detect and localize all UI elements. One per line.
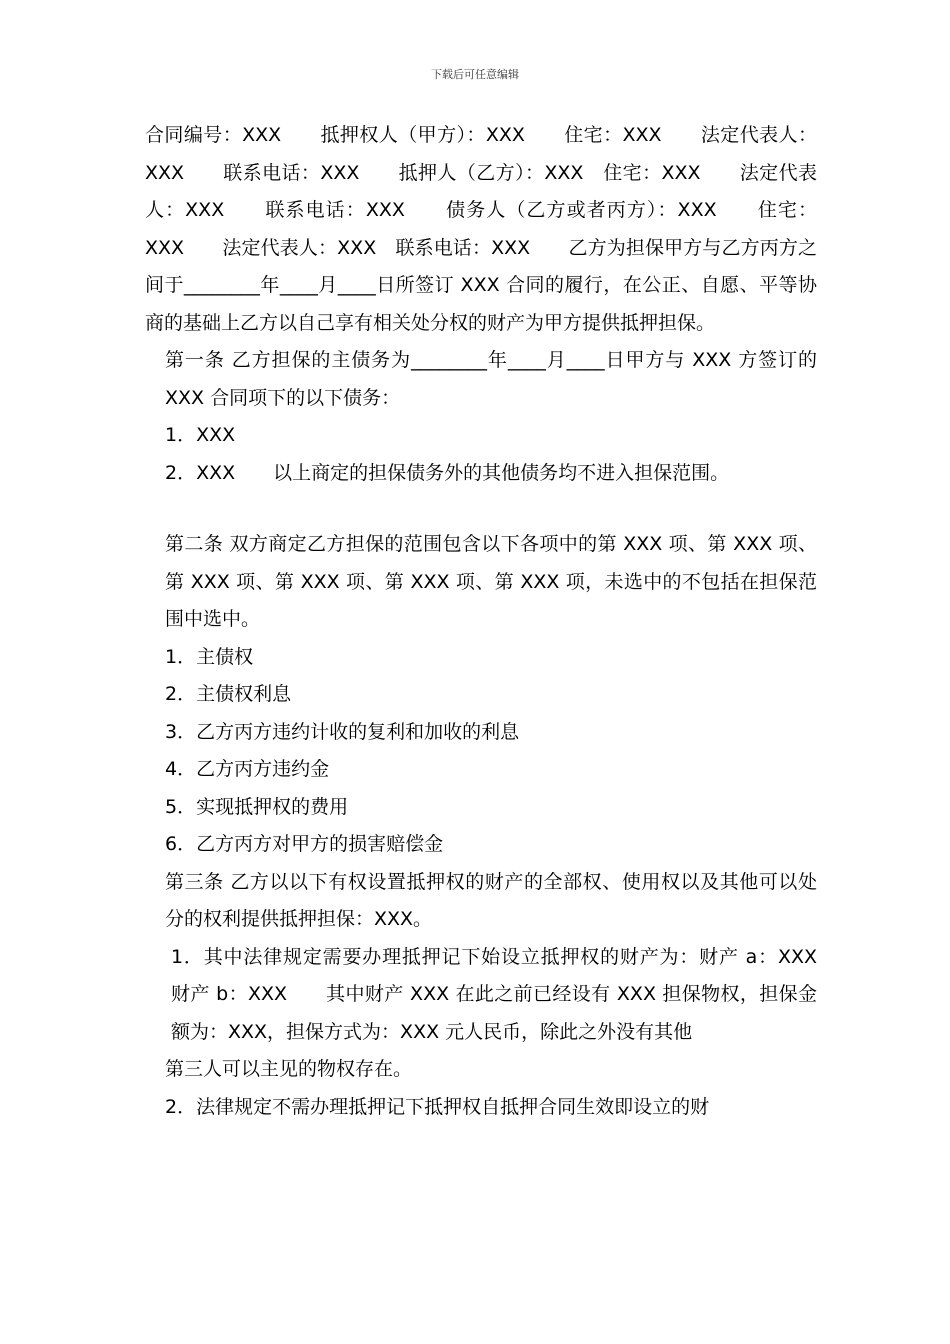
page-header: 下载后可任意编辑 [431, 68, 519, 81]
list-item: 5．实现抵押权的费用 [165, 795, 349, 818]
list-item: 6．乙方丙方对甲方的损害赔偿金 [165, 833, 444, 855]
list-item: 4．乙方丙方违约金 [165, 758, 330, 780]
contract-body [145, 117, 856, 1126]
article-3: 第三条 乙方以以下有权设置抵押权的财产的全部权、使用权以及其他可以处分的权利提供抵押担保：XXX。 [165, 870, 817, 930]
list-item: 1．XXX [165, 424, 236, 446]
list-item: 2．主债权利息 [165, 683, 292, 705]
list-item: 3．乙方丙方违约计收的复利和加收的利息 [165, 720, 520, 743]
parties-paragraph: 合同编号：XXX 抵押权人（甲方）：XXX 住宅：XXX 法定代表人：XXX 联系电话：XXX 抵押人（乙方）：XXX 住宅：XXX 法定代表人：XXX 联系电话：XXX 债务人（乙方或者丙方）：XXX 住宅：XXX 法定代表人：XXX 联系电话：XXX 乙方为担保甲方与乙方丙方之间于________年____月____日所签订 XXX 合同的履行，在公正、自愿、平等协商的基础上乙方以自己享有相关处分权的财产为甲方提供抵押担保。 [145, 124, 817, 334]
article-3-item-1-continued: 第三人可以主见的物权存在。 [165, 1058, 413, 1080]
article-3-item-1: 1．其中法律规定需要办理抵押记下始设立抵押权的财产为：财产 a：XXX 财产 b：XXX 其中财产 XXX 在此之前已经设有 XXX 担保物权，担保金额为：XXX，担保方式为：XXX 元人民币，除此之外没有其他 [171, 945, 856, 1043]
article-2: 第二条 双方商定乙方担保的范围包含以下各项中的第 XXX 项、第 XXX 项、第 XXX 项、第 XXX 项、第 XXX 项、第 XXX 项，未选中的不包括在担保范围中选中。 [165, 533, 817, 630]
article-1: 第一条 乙方担保的主债务为________年____月____日甲方与 XXX 方签订的 XXX 合同项下的以下债务： [165, 349, 817, 409]
spacer [145, 492, 817, 526]
list-item: 2．XXX 以上商定的担保债务外的其他债务均不进入担保范围。 [165, 461, 730, 484]
article-3-item-2: 2．法律规定不需办理抵押记下抵押权自抵押合同生效即设立的财 [165, 1095, 710, 1118]
list-item: 1．主债权 [165, 645, 254, 668]
